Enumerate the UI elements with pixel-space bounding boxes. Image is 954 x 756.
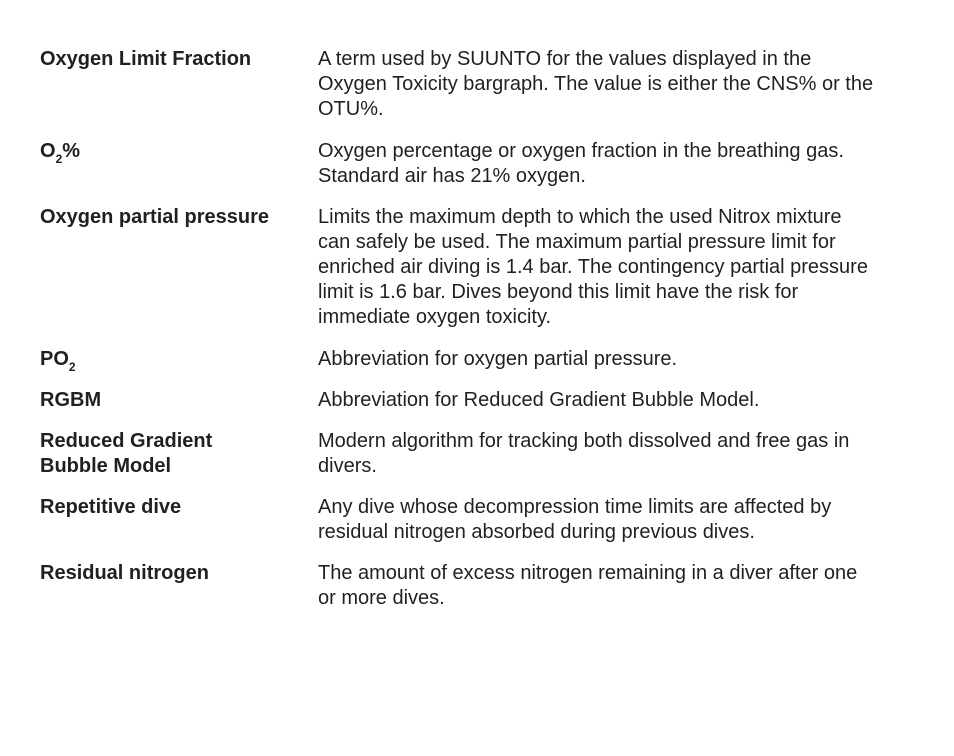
term-suffix: % [62, 140, 81, 162]
glossary-definition: The amount of excess nitrogen remaining in a diver after one or more dives. [318, 562, 858, 609]
term-base: O [40, 140, 56, 162]
glossary-term: Repetitive dive [40, 496, 182, 518]
glossary [40, 47, 920, 611]
glossary-entry [40, 429, 920, 479]
glossary-definition: Any dive whose decompression time limits are affected by residual nitrogen absorbed during previous dives. [318, 496, 832, 543]
glossary-entry [40, 347, 920, 372]
glossary-definition: Abbreviation for oxygen partial pressure. [318, 348, 678, 370]
glossary-definition: Modern algorithm for tracking both dissolved and free gas in divers. [318, 430, 850, 477]
glossary-definition: A term used by SUUNTO for the values displayed in the Oxygen Toxicity bargraph. The value is either the CNS% or the OTU%. [318, 48, 874, 120]
glossary-term: Oxygen Limit Fraction [40, 48, 252, 70]
term-line: Bubble Model [40, 455, 172, 477]
glossary-entry [40, 47, 920, 122]
glossary-term: Residual nitrogen [40, 562, 209, 584]
glossary-entry [40, 205, 920, 330]
glossary-entry [40, 561, 920, 611]
term-subscript: 2 [68, 360, 76, 374]
glossary-definition: Abbreviation for Reduced Gradient Bubble Model. [318, 389, 760, 411]
term-base: PO [40, 348, 69, 370]
glossary-entry [40, 495, 920, 545]
glossary-term [40, 429, 318, 479]
glossary-definition: Oxygen percentage or oxygen fraction in the breathing gas. Standard air has 21% oxygen. [318, 140, 844, 187]
glossary-entry [40, 139, 920, 189]
glossary-definition: Limits the maximum depth to which the used Nitrox mixture can safely be used. The maximum partial pressure limit for enriched air diving is 1.4 bar. The contingency partial pressure limit is 1.6 bar. Dives beyond this limit have the risk for immediate oxygen toxicity. [318, 206, 868, 328]
glossary-term: Oxygen partial pressure [40, 206, 269, 228]
term-line: Reduced Gradient [40, 430, 213, 452]
term-subscript: 2 [55, 152, 63, 166]
glossary-entry [40, 388, 920, 413]
glossary-term: RGBM [40, 389, 102, 411]
glossary-term [40, 347, 318, 372]
glossary-term [40, 139, 318, 164]
